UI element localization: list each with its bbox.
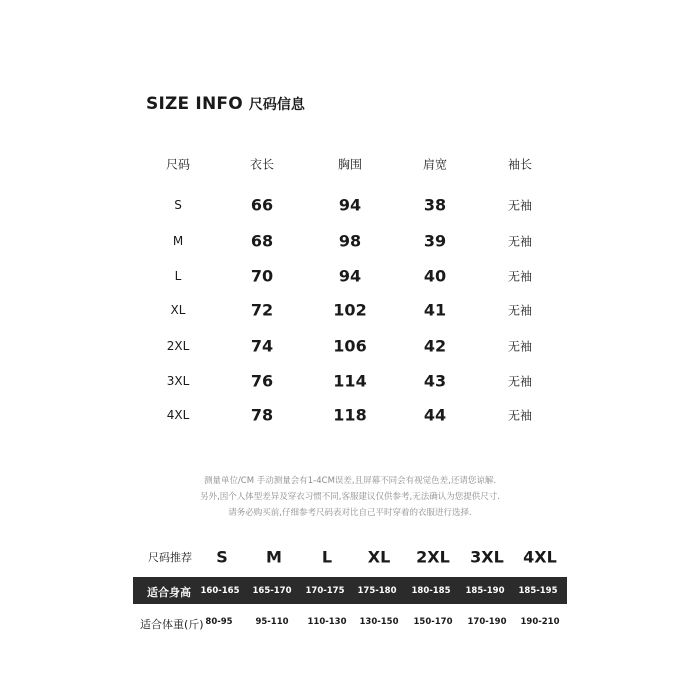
table-cell: 39 — [423, 231, 447, 251]
table-cell: 38 — [423, 195, 447, 215]
table-cell: 106 — [333, 336, 367, 356]
note-line: 另外,因个人体型差异及穿衣习惯不同,客服建议仅供参考,无法确认为您提供尺寸. — [200, 492, 500, 502]
recommend-size: L — [321, 547, 333, 567]
size-label: L — [174, 269, 182, 283]
table-cell: 无袖 — [507, 303, 533, 318]
table-cell: 70 — [250, 266, 274, 286]
weight-range: 110-130 — [307, 617, 347, 627]
weight-range: 190-210 — [520, 617, 560, 627]
size-label: M — [172, 234, 184, 248]
table-cell: 102 — [333, 300, 367, 320]
measurement-notes — [0, 473, 700, 521]
height-range: 185-195 — [518, 586, 558, 596]
table-cell: 42 — [423, 336, 447, 356]
weight-range: 95-110 — [255, 617, 289, 627]
note-line: 请务必购买前,仔细参考尺码表对比自己平时穿着的衣服进行选择. — [228, 508, 472, 518]
recommend-size: 4XL — [523, 547, 557, 567]
note-line: 测量单位/CM 手动测量会有1-4CM误差,且屏幕不同会有视觉色差,还请您谅解. — [203, 476, 497, 486]
table-cell: 41 — [423, 300, 447, 320]
table-cell: 43 — [423, 371, 447, 391]
table-cell: 72 — [250, 300, 274, 320]
table-cell: 66 — [250, 195, 274, 215]
table-cell: 118 — [333, 405, 367, 425]
table-cell: 76 — [250, 371, 274, 391]
title-english: SIZE INFO — [146, 94, 243, 114]
column-header: 袖长 — [507, 157, 533, 172]
recommend-size: 2XL — [416, 547, 450, 567]
table-cell: 无袖 — [507, 269, 533, 284]
table-cell: 114 — [333, 371, 367, 391]
weight-range: 150-170 — [413, 617, 453, 627]
height-range: 180-185 — [411, 586, 451, 596]
title-chinese: 尺码信息 — [248, 97, 305, 113]
table-cell: 94 — [338, 195, 362, 215]
size-label: 4XL — [166, 408, 190, 422]
table-cell: 98 — [338, 231, 362, 251]
weight-label: 适合体重(斤) — [140, 618, 204, 631]
weight-range: 170-190 — [467, 617, 507, 627]
height-range: 170-175 — [305, 586, 345, 596]
table-cell: 94 — [338, 266, 362, 286]
size-label: XL — [170, 303, 186, 317]
recommend-size: S — [216, 547, 228, 567]
recommend-label: 尺码推荐 — [148, 551, 192, 564]
table-cell: 74 — [250, 336, 274, 356]
table-cell: 78 — [250, 405, 274, 425]
column-header: 胸围 — [337, 157, 363, 172]
size-label: 3XL — [166, 374, 190, 388]
weight-range: 80-95 — [205, 617, 233, 627]
table-cell: 68 — [250, 231, 274, 251]
recommend-size: M — [266, 547, 282, 567]
table-cell: 无袖 — [507, 339, 533, 354]
height-range: 160-165 — [200, 586, 240, 596]
table-cell: 无袖 — [507, 198, 533, 213]
column-header: 尺码 — [165, 157, 191, 172]
height-range: 185-190 — [465, 586, 505, 596]
column-header: 衣长 — [249, 157, 275, 172]
table-cell: 44 — [423, 405, 447, 425]
table-cell: 无袖 — [507, 374, 533, 389]
height-range: 165-170 — [252, 586, 292, 596]
table-cell: 无袖 — [507, 234, 533, 249]
table-cell: 40 — [423, 266, 447, 286]
size-label: S — [174, 198, 182, 212]
weight-range: 130-150 — [359, 617, 399, 627]
height-range: 175-180 — [357, 586, 397, 596]
size-label: 2XL — [166, 339, 190, 353]
column-header: 肩宽 — [422, 157, 448, 172]
recommend-size: 3XL — [470, 547, 504, 567]
height-label: 适合身高 — [147, 586, 191, 599]
recommend-size: XL — [367, 547, 391, 567]
table-cell: 无袖 — [507, 408, 533, 423]
